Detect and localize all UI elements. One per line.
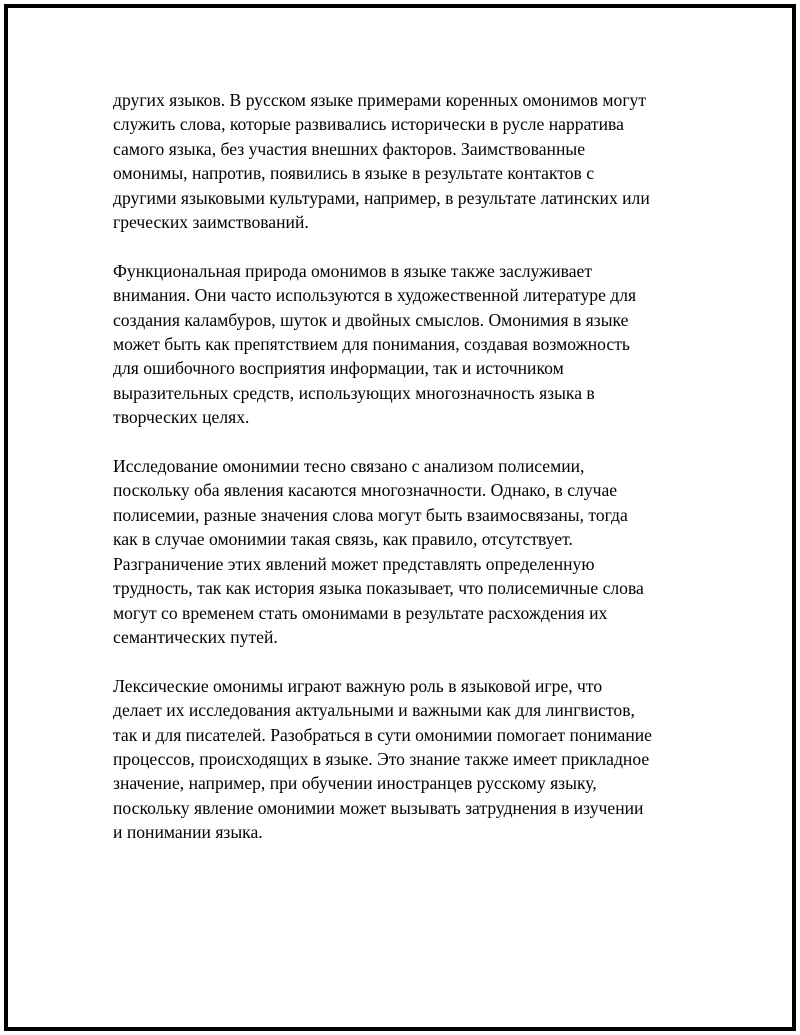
paragraph-4: [113, 674, 693, 845]
paragraph-3: [113, 454, 693, 649]
text-line: полисемии, разные значения слова могут быть взаимосвязаны, тогда: [113, 504, 628, 525]
text-line: других языков. В русском языке примерами коренных омонимов могут: [113, 90, 647, 110]
text-line: греческих заимствований.: [113, 212, 309, 233]
text-line: трудность, так как история языка показывает, что полисемичные слова: [113, 578, 644, 599]
text-line: Лексические омонимы играют важную роль в языковой игре, что: [113, 675, 603, 696]
text-line: как в случае омонимии такая связь, как правило, отсутствует.: [113, 529, 573, 550]
text-line: поскольку оба явления касаются многозначности. Однако, в случае: [113, 480, 618, 501]
text-line: семантических путей.: [113, 626, 278, 647]
text-line: могут со временем стать омонимами в результате расхождения их: [113, 602, 608, 623]
text-line: творческих целях.: [113, 407, 250, 428]
paragraph-2: [113, 259, 693, 430]
text-line: так и для писателей. Разобраться в сути омонимии помогает понимание: [113, 724, 652, 745]
text-line: Функциональная природа омонимов в языке также заслуживает: [113, 260, 593, 281]
text-line: создания каламбуров, шуток и двойных смыслов. Омонимия в языке: [113, 309, 629, 330]
text-line: для ошибочного восприятия информации, так и источником: [113, 358, 564, 379]
page-content: [113, 88, 693, 869]
text-line: омонимы, напротив, появились в языке в результате контактов с: [113, 163, 595, 184]
text-line: и понимании языка.: [113, 822, 263, 843]
text-line: значение, например, при обучении иностранцев русскому языку,: [113, 773, 597, 794]
text-line: процессов, происходящих в языке. Это знание также имеет прикладное: [113, 748, 650, 769]
text-line: другими языковыми культурами, например, в результате латинских или: [113, 187, 650, 208]
text-line: самого языка, без участия внешних факторов. Заимствованные: [113, 138, 586, 159]
text-line: внимания. Они часто используются в художественной литературе для: [113, 285, 637, 306]
paragraph-1: [113, 88, 693, 234]
text-line: Исследование омонимии тесно связано с анализом полисемии,: [113, 456, 585, 477]
text-line: выразительных средств, использующих многозначность языка в: [113, 382, 595, 403]
text-line: служить слова, которые развивались исторически в русле нарратива: [113, 114, 624, 135]
text-line: может быть как препятствием для понимания, создавая возможность: [113, 334, 630, 355]
text-line: поскольку явление омонимии может вызывать затруднения в изучении: [113, 797, 644, 818]
text-line: Разграничение этих явлений может представлять определенную: [113, 553, 595, 574]
text-line: делает их исследования актуальными и важными как для лингвистов,: [113, 700, 635, 721]
